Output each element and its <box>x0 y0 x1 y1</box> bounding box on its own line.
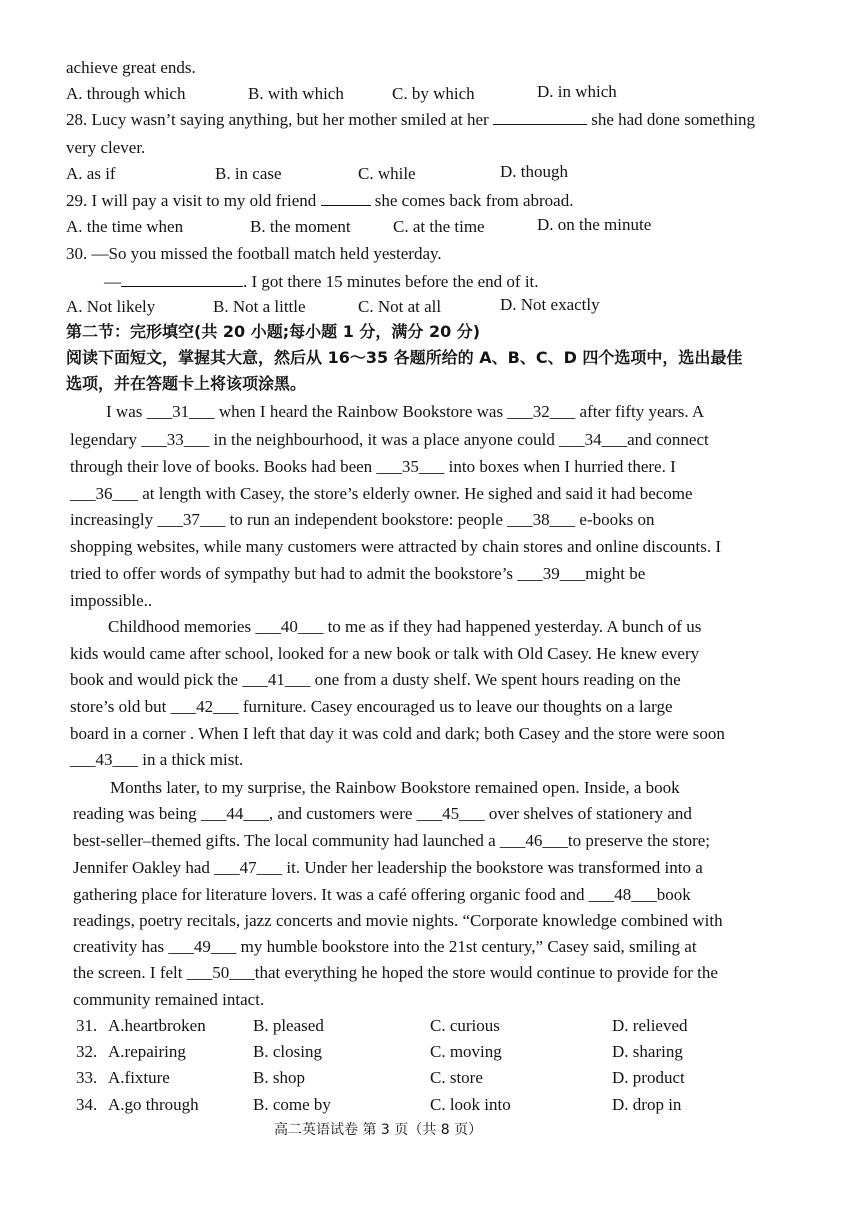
choice-32-c: C. moving <box>430 1042 502 1061</box>
choice-31-b: B. pleased <box>253 1016 324 1035</box>
passage-line: reading was being ___44___, and customers were ___45___ over shelves of stationery and <box>73 804 692 823</box>
choice-32-d: D. sharing <box>612 1042 683 1061</box>
q30-dash: — <box>104 272 121 291</box>
q30-stem-reply <box>104 270 539 293</box>
q28-option-a: A. as if <box>66 164 116 183</box>
q30-reply-text: . I got there 15 minutes before the end of it. <box>243 272 539 291</box>
q27-option-b: B. with which <box>248 84 344 103</box>
q29-stem-part2: she comes back from abroad. <box>374 191 574 210</box>
q30-option-c: C. Not at all <box>358 297 442 316</box>
q27-option-c: C. by which <box>392 84 475 103</box>
passage-line: legendary ___33___ in the neighbourhood, it was a place anyone could ___34___and connect <box>70 430 709 449</box>
q30-option-b: B. Not a little <box>213 297 306 316</box>
choice-33-a: A.fixture <box>108 1068 170 1087</box>
q29-stem-part1: 29. I will pay a visit to my old friend <box>66 191 317 210</box>
q28-blank <box>493 108 587 125</box>
passage-line: community remained intact. <box>73 990 265 1009</box>
q27-option-d: D. in which <box>537 82 617 101</box>
q29-option-c: C. at the time <box>393 217 485 236</box>
passage-line: creativity has ___49___ my humble bookstore into the 21st century,” Casey said, smiling at <box>73 937 697 956</box>
q29-stem <box>66 189 573 212</box>
choice-31-d: D. relieved <box>612 1016 688 1035</box>
choice-33-c: C. store <box>430 1068 483 1087</box>
q28-option-d: D. though <box>500 162 568 181</box>
passage-line: shopping websites, while many customers were attracted by chain stores and online discounts. I <box>70 537 722 556</box>
q29-blank <box>321 189 371 206</box>
passage-line: board in a corner . When I left that day it was cold and dark; both Casey and the store were soon <box>70 724 725 743</box>
passage-line: kids would came after school, looked for a new book or talk with Old Casey. He knew every <box>70 644 700 663</box>
q29-option-d: D. on the minute <box>537 215 652 234</box>
passage-line: ___43___ in a thick mist. <box>70 750 244 769</box>
passage-line: through their love of books. Books had been ___35___ into boxes when I hurried there. I <box>70 457 676 476</box>
q28-stem <box>66 108 755 131</box>
q29-option-b: B. the moment <box>250 217 351 236</box>
choice-34-a: A.go through <box>108 1095 199 1114</box>
choice-34-c: C. look into <box>430 1095 511 1114</box>
q28-stem-part1: 28. Lucy wasn’t saying anything, but her mother smiled at her <box>66 110 489 129</box>
section-instruction-line2: 选项，并在答题卡上将该项涂黑。 <box>66 374 307 393</box>
q30-option-d: D. Not exactly <box>500 295 600 314</box>
choice-33-d: D. product <box>612 1068 685 1087</box>
passage-line: tried to offer words of sympathy but had to admit the bookstore’s ___39___might be <box>70 564 646 583</box>
passage-line: readings, poetry recitals, jazz concerts and movie nights. “Corporate knowledge combined with <box>73 911 723 930</box>
q27-option-a: A. through which <box>66 84 186 103</box>
choice-33-b: B. shop <box>253 1068 305 1087</box>
choice-32-b: B. closing <box>253 1042 322 1061</box>
q30-blank <box>121 270 243 287</box>
passage-line: Months later, to my surprise, the Rainbow Bookstore remained open. Inside, a book <box>110 778 680 797</box>
passage-line: Childhood memories ___40___ to me as if they had happened yesterday. A bunch of us <box>108 617 702 636</box>
choice-number: 34. <box>76 1095 98 1114</box>
section-title: 第二节：完形填空(共 20 小题;每小题 1 分，满分 20 分) <box>66 322 481 341</box>
choice-34-d: D. drop in <box>612 1095 682 1114</box>
passage-line: gathering place for literature lovers. It was a café offering organic food and ___48___book <box>73 885 691 904</box>
choice-32-a: A.repairing <box>108 1042 186 1061</box>
choice-number: 31. <box>76 1016 98 1035</box>
passage-line: increasingly ___37___ to run an independent bookstore: people ___38___ e-books on <box>70 510 655 529</box>
passage-line: the screen. I felt ___50___that everything he hoped the store would continue to provide for the <box>73 963 718 982</box>
q30-option-a: A. Not likely <box>66 297 156 316</box>
choice-31-a: A.heartbroken <box>108 1016 206 1035</box>
passage-line: Jennifer Oakley had ___47___ it. Under her leadership the bookstore was transformed into a <box>73 858 703 877</box>
passage-line: store’s old but ___42___ furniture. Casey encouraged us to leave our thoughts on a large <box>70 697 673 716</box>
passage-line: I was ___31___ when I heard the Rainbow Bookstore was ___32___ after fifty years. A <box>106 402 705 421</box>
choice-number: 33. <box>76 1068 98 1087</box>
passage-line: best-seller–themed gifts. The local community had launched a ___46___to preserve the store; <box>73 831 711 850</box>
passage-line: impossible.. <box>70 591 153 610</box>
passage-line: ___36___ at length with Casey, the store’s elderly owner. He sighed and said it had become <box>70 484 693 503</box>
page-footer: 高二英语试卷 第 3 页（共 8 页） <box>274 1122 483 1138</box>
q28-stem-part2: she had done something <box>591 110 756 129</box>
choice-34-b: B. come by <box>253 1095 331 1114</box>
q29-option-a: A. the time when <box>66 217 184 236</box>
q30-stem: 30. —So you missed the football match held yesterday. <box>66 244 442 263</box>
q27-stem-tail: achieve great ends. <box>66 58 196 77</box>
q28-stem-cont: very clever. <box>66 138 146 157</box>
choice-31-c: C. curious <box>430 1016 500 1035</box>
choice-number: 32. <box>76 1042 98 1061</box>
section-instruction-line1: 阅读下面短文，掌握其大意，然后从 16～35 各题所给的 A、B、C、D 四个选项中，选出最佳 <box>66 348 743 367</box>
q28-option-b: B. in case <box>215 164 282 183</box>
q28-option-c: C. while <box>358 164 416 183</box>
passage-line: book and would pick the ___41___ one from a dusty shelf. We spent hours reading on the <box>70 670 681 689</box>
